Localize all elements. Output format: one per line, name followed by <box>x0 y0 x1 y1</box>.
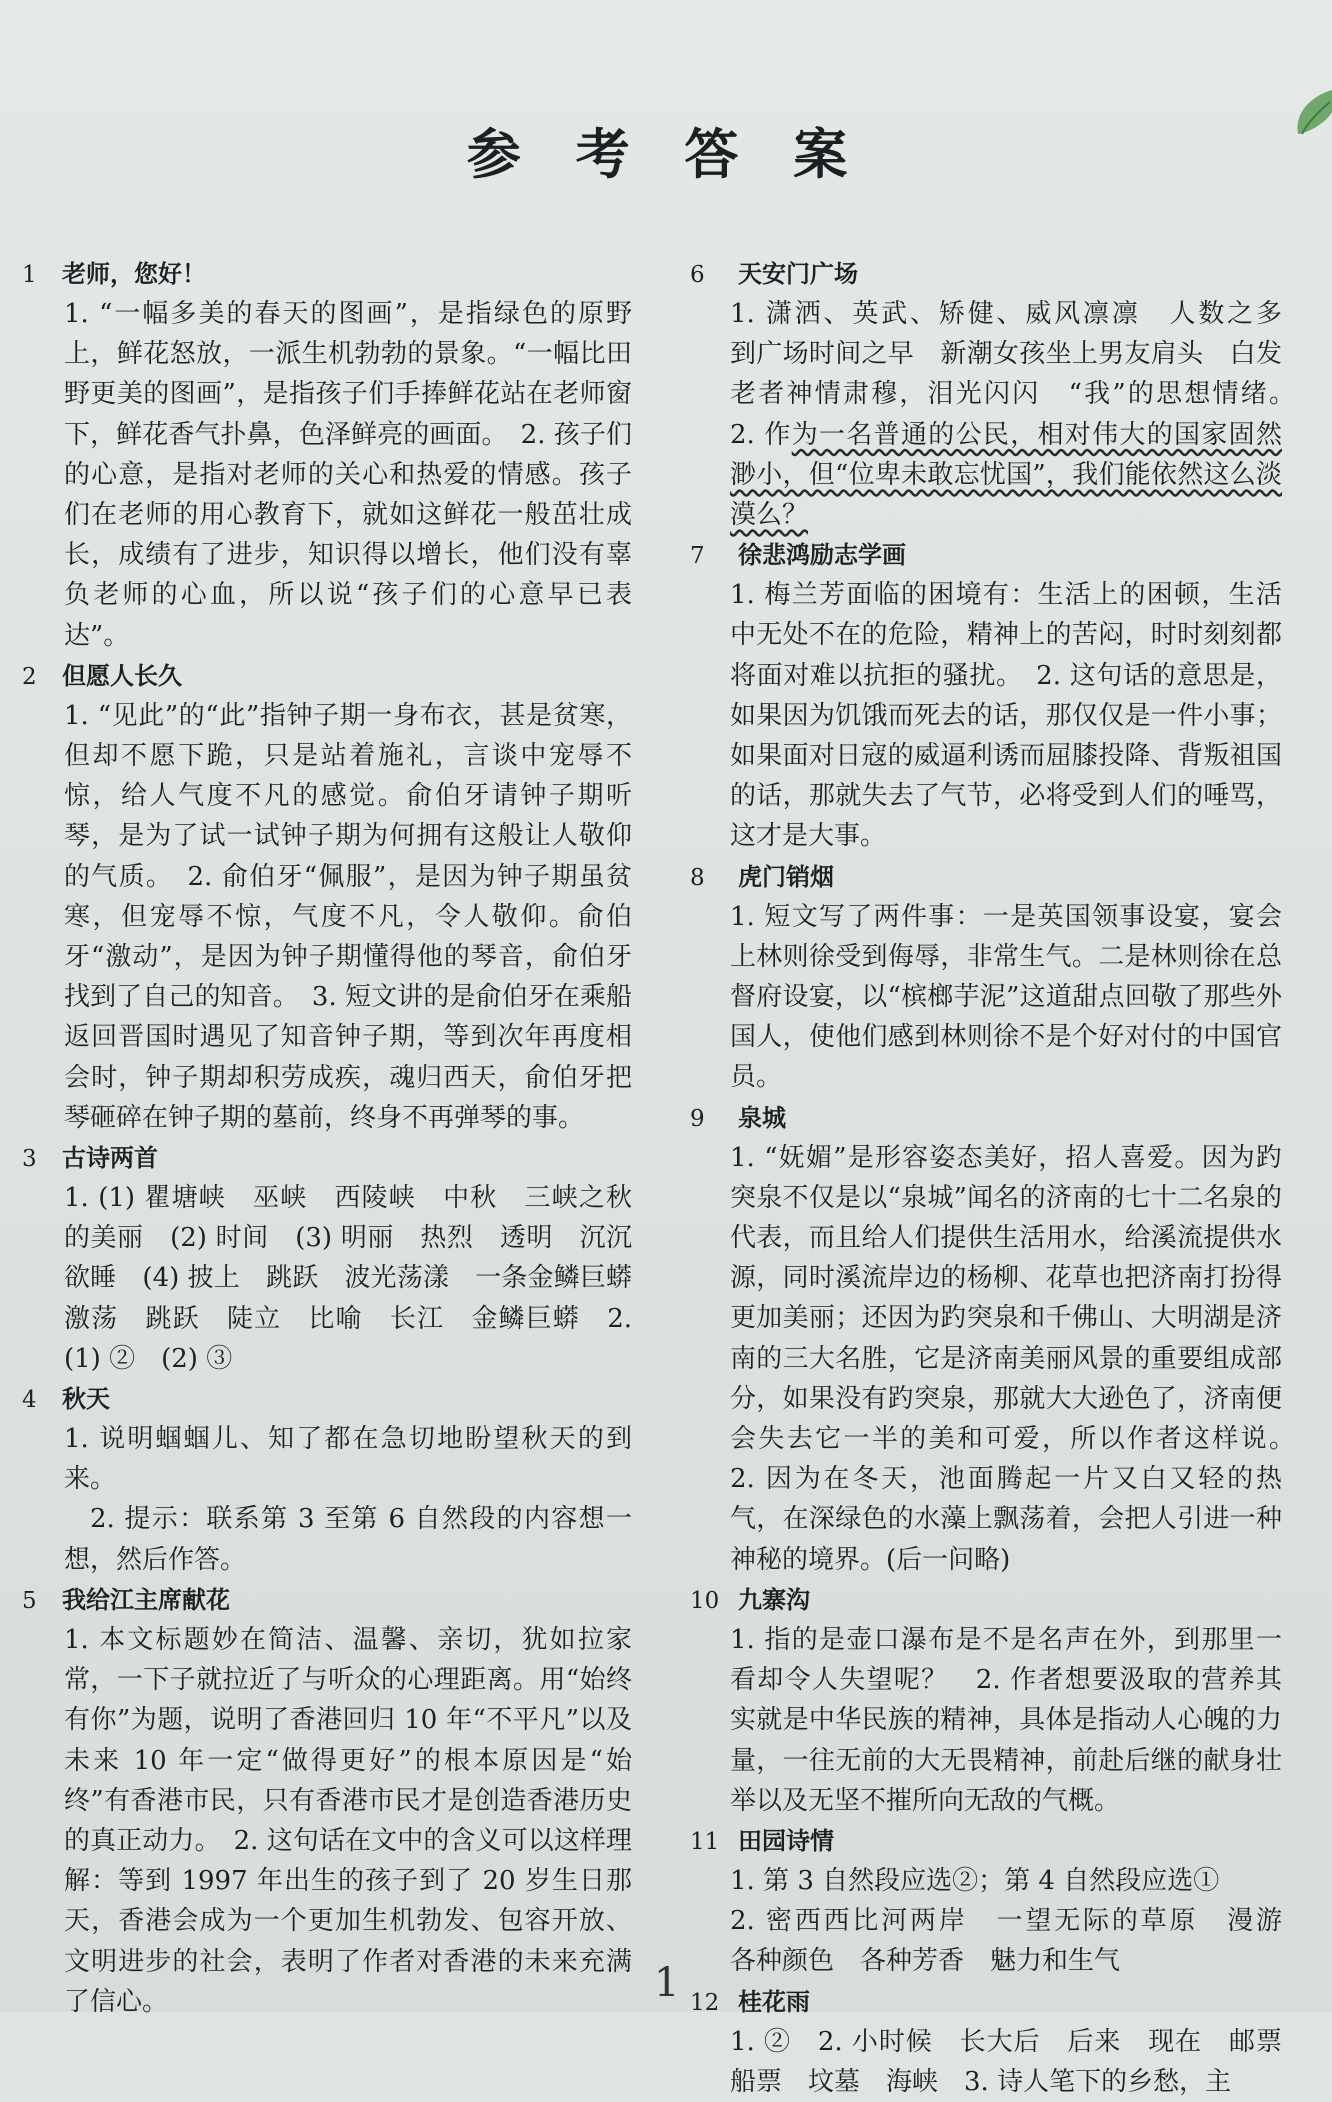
item-title: 但愿人长久 <box>62 661 182 690</box>
item-number: 5 <box>22 1587 37 1614</box>
item-title: 秋天 <box>62 1385 110 1414</box>
right-column <box>690 254 1309 2102</box>
answer-item <box>22 656 632 1138</box>
item-title: 古诗两首 <box>62 1144 158 1173</box>
answer-text: 1. 本文标题妙在简洁、温馨、亲切，犹如拉家常，一下子就拉近了与听众的心理距离。用“始终有你”为题，说明了香港回归 10 年“不平凡”以及未来 10 年一定“做得更好”的根本原因是“始终”有香港市民，只有香港市民才是创造香港历史的真正动力。 2. 这句话在文中的含义可以这样理解：等到 1997 年出生的孩子到了 20 岁生日那天，香港会成为一个更加生机勃发、包容开放、文明进步的社会，表明了作者对香港的未来充满了信心。 <box>64 1624 632 2017</box>
answer-text: 1. ② 2. 小时候 长大后 后来 现在 邮票 船票 坟墓 海峡 3. 诗人笔下的乡愁，主 <box>730 2026 1309 2097</box>
answer-item <box>690 254 1309 535</box>
item-number: 10 <box>690 1587 720 1614</box>
item-title: 天安门广场 <box>738 260 858 288</box>
item-number: 4 <box>22 1387 37 1414</box>
page-number: 1 <box>654 1960 680 2006</box>
answer-item <box>22 1379 632 1580</box>
item-number: 9 <box>690 1105 705 1132</box>
item-number: 2 <box>22 663 37 690</box>
item-number: 8 <box>690 864 705 891</box>
item-number: 3 <box>22 1146 37 1173</box>
item-title: 虎门销烟 <box>738 862 834 891</box>
item-title: 徐悲鸿励志学画 <box>738 541 906 570</box>
item-title: 我给江主席献花 <box>62 1585 230 1614</box>
answer-text: 1. 梅兰芳面临的困境有：生活上的困顿，生活中无处不在的危险，精神上的苦闷，时时刻刻都将面对难以抗拒的骚扰。 2. 这句话的意思是，如果因为饥饿而死去的话，那仅仅是一件小事；如果面对日寇的威逼利诱而屈膝投降、背叛祖国的话，那就失去了气节，必将受到人们的唾骂，这才是大事。 <box>730 580 1282 852</box>
item-number: 7 <box>690 543 705 570</box>
answer-item <box>690 1982 1309 2102</box>
item-number: 1 <box>22 262 37 288</box>
item-number: 11 <box>690 1828 720 1855</box>
answer-item <box>690 1821 1309 1982</box>
answer-item <box>690 535 1282 856</box>
wavy-underlined-text: 为一名普通的公民，相对伟大的国家固然渺小，但“位卑未敢忘忧国”，我们能依然这么淡漠么？ <box>730 419 1282 531</box>
answer-text <box>730 294 1309 535</box>
answer-item <box>690 1580 1282 1821</box>
item-title: 九寨沟 <box>738 1585 810 1614</box>
answer-text: 2. 密西西比河两岸 一望无际的草原 漫游 各种颜色 各种芳香 魅力和生气 <box>730 1906 1309 1977</box>
answer-item <box>22 1138 659 1379</box>
item-title: 桂花雨 <box>738 1987 810 2016</box>
item-title: 泉城 <box>738 1103 786 1132</box>
answer-item <box>22 254 632 656</box>
answer-text: 1. “妩媚”是形容姿态美好，招人喜爱。因为趵突泉不仅是以“泉城”闻名的济南的七十二名泉的代表，而且给人们提供生活用水，给溪流提供水源，同时溪流岸边的杨柳、花草也把济南打扮得更加美丽；还因为趵突泉和千佛山、大明湖是济南的三大名胜，它是济南美丽风景的重要组成部分，如果没有趵突泉，那就大大逊色了，济南便会失去它一半的美和可爱，所以作者这样说。 2. 因为在冬天，池面腾起一片又白又轻的热气，在深绿色的水藻上飘荡着，会把人引进一种神秘的境界。(后一问略) <box>730 1142 1309 1575</box>
item-number: 12 <box>690 1989 720 2016</box>
item-title: 老师，您好！ <box>62 260 206 288</box>
answer-text: 2. 提示：联系第 3 至第 6 自然段的内容想一想，然后作答。 <box>64 1504 632 1575</box>
answer-text: 1. (1) 瞿塘峡 巫峡 西陵峡 中秋 三峡之秋的美丽 (2) 时间 (3) 明丽 热烈 透明 沉沉欲睡 (4) 披上 跳跃 波光荡漾 一条金鳞巨蟒 激荡 跳跃 陡立 比喻 长江 金鳞巨蟒 2. (1) ② (2) ③ <box>64 1183 659 1374</box>
answer-text-plain: 1. 潇洒、英武、矫健、威风凛凛 人数之多 到广场时间之早 新潮女孩坐上男友肩头 白发老者神情肃穆，泪光闪闪 “我”的思想情绪。 2. 作 <box>730 299 1309 450</box>
answer-text: 1. 指的是壶口瀑布是不是名声在外，到那里一看却令人失望呢？ 2. 作者想要汲取的营养其实就是中华民族的精神，具体是指动人心魄的力量，一往无前的大无畏精神，前赴后继的献身壮举以及无坚不摧所向无敌的气概。 <box>730 1624 1282 1816</box>
answer-item <box>690 1098 1309 1580</box>
item-number: 6 <box>690 262 705 288</box>
left-column <box>22 254 659 2022</box>
answer-text: 1. 说明蝈蝈儿、知了都在急切地盼望秋天的到来。 <box>64 1424 632 1495</box>
answer-text: 1. 短文写了两件事：一是英国领事设宴，宴会上林则徐受到侮辱，非常生气。二是林则徐在总督府设宴，以“槟榔芋泥”这道甜点回敬了那些外国人，使他们感到林则徐不是个好对付的中国官员。 <box>730 901 1282 1093</box>
answer-text: 1. “见此”的“此”指钟子期一身布衣，甚是贫寒，但却不愿下跪，只是站着施礼，言谈中宠辱不惊，给人气度不凡的感觉。俞伯牙请钟子期听琴，是为了试一试钟子期为何拥有这般让人敬仰的气质。 2. 俞伯牙“佩服”，是因为钟子期虽贫寒，但宠辱不惊，气度不凡，令人敬仰。俞伯牙“激动”，是因为钟子期懂得他的琴音，俞伯牙找到了自己的知音。 3. 短文讲的是俞伯牙在乘船返回晋国时遇见了知音钟子期，等到次年再度相会时，钟子期却积劳成疾，魂归西天，俞伯牙把琴砸碎在钟子期的墓前，终身不再弹琴的事。 <box>64 700 632 1133</box>
page-title: 参 考 答 案 <box>466 123 866 186</box>
item-title: 田园诗情 <box>738 1826 834 1855</box>
answer-text: 1. “一幅多美的春天的图画”，是指绿色的原野上，鲜花怒放，一派生机勃勃的景象。“一幅比田野更美的图画”，是指孩子们手捧鲜花站在老师窗下，鲜花香气扑鼻，色泽鲜亮的画面。 2. 孩子们的心意，是指对老师的关心和热爱的情感。孩子们在老师的用心教育下，就如这鲜花一般茁壮成长，成绩有了进步，知识得以增长，他们没有辜负老师的心血，所以说“孩子们的心意早已表达”。 <box>64 299 632 651</box>
answer-text: 1. 第 3 自然段应选②；第 4 自然段应选① <box>730 1865 1220 1896</box>
answer-item <box>22 1580 632 2022</box>
answer-item <box>690 857 1282 1098</box>
